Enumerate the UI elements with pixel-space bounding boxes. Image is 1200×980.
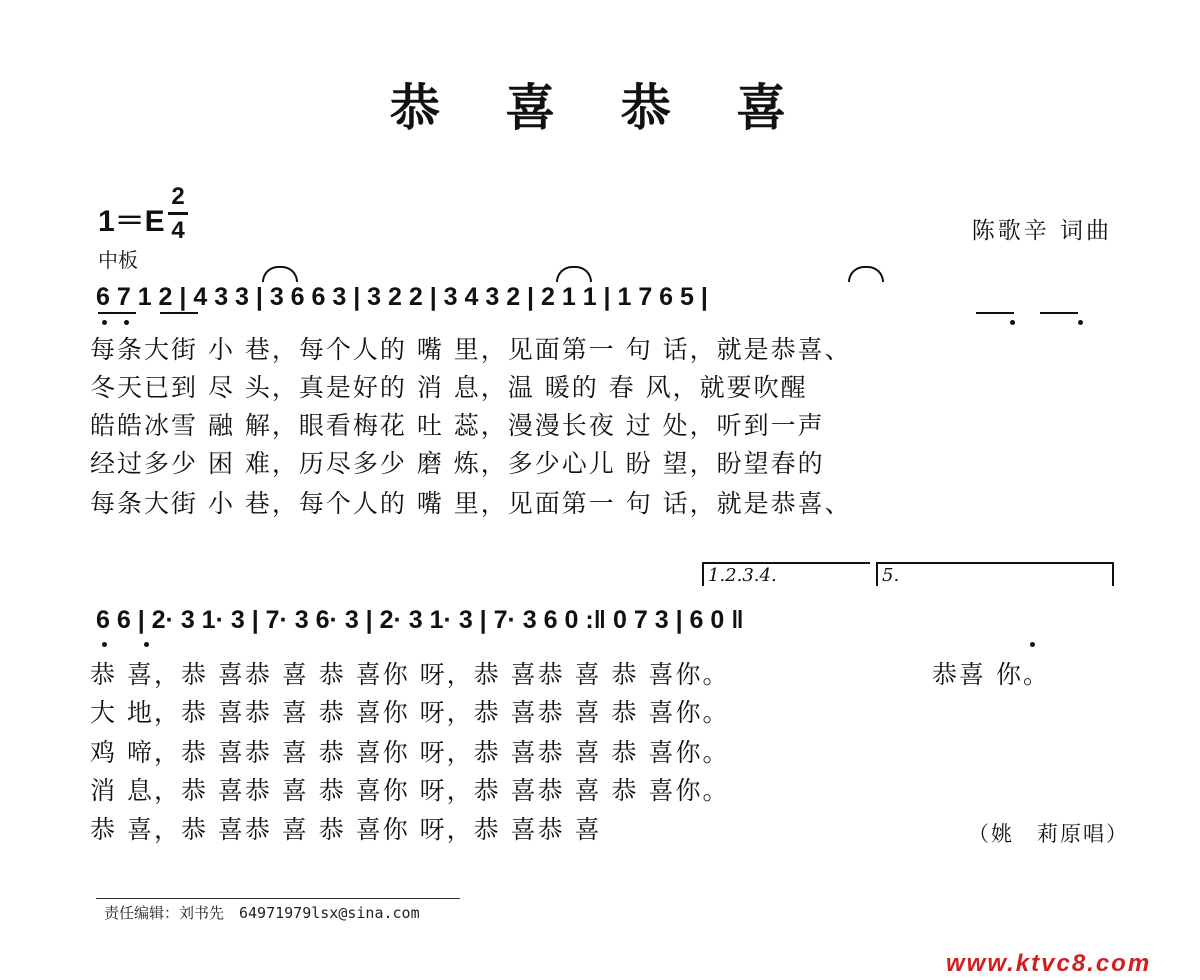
lyric-line: 消 息，恭 喜恭 喜 恭 喜你 呀，恭 喜恭 喜 恭 喜你。 [90, 776, 730, 805]
low-octave-dot [1030, 642, 1035, 647]
lyric-line: 鸡 啼，恭 喜恭 喜 恭 喜你 呀，恭 喜恭 喜 恭 喜你。 [90, 738, 730, 767]
underline-mark [98, 312, 136, 314]
volta-first-label: 1.2.3.4. [708, 565, 777, 586]
score-line-1: 6 7 1 2 | 4 3 3 | 3 6 6 3 | 3 2 2 | 3 4 3 2 | 2 1 1 | 1 7 6 5 | [96, 283, 708, 311]
editor-credit: 责任编辑：刘书先 64971979lsx@sina.com [104, 904, 420, 922]
low-octave-dot [102, 642, 107, 647]
lyric-line: 恭 喜，恭 喜恭 喜 恭 喜你 呀，恭 喜恭 喜 恭 喜你。 [90, 660, 730, 689]
singer-credit: （姚 莉原唱） [968, 822, 1129, 846]
underline-mark [976, 312, 1014, 314]
tempo-marking: 中板 [98, 248, 138, 272]
score-line-2: 6 6 | 2· 3 1· 3 | 7· 3 6· 3 | 2· 3 1· 3 | 7· 3 6 0 :‖ 0 7 3 | 6 0 ‖ [96, 606, 744, 634]
lyric-line: 冬天已到 尽 头，真是好的 消 息，温 暖的 春 风，就要吹醒 [90, 373, 808, 402]
time-signature-top: 2 [171, 183, 185, 210]
underline-mark [1040, 312, 1078, 314]
ending-lyric: 恭喜 你。 [932, 660, 1050, 689]
lyric-line: 大 地，恭 喜恭 喜 恭 喜你 呀，恭 喜恭 喜 恭 喜你。 [90, 698, 730, 727]
lyric-line: 每条大街 小 巷，每个人的 嘴 里，见面第一 句 话，就是恭喜、 [90, 335, 852, 364]
volta-second-label: 5. [882, 565, 900, 586]
underline-mark [160, 312, 198, 314]
lyric-line: 恭 喜，恭 喜恭 喜 恭 喜你 呀，恭 喜恭 喜 [90, 815, 602, 844]
slur-mark [262, 266, 298, 282]
low-octave-dot [144, 642, 149, 647]
key-signature: 1＝E [98, 205, 165, 238]
time-signature [168, 184, 188, 244]
lyric-line: 经过多少 困 难，历尽多少 磨 炼，多少心儿 盼 望，盼望春的 [90, 449, 825, 478]
page-title: 恭 喜 恭 喜 [389, 78, 811, 137]
volta-second [876, 562, 1114, 586]
low-octave-dot [1078, 320, 1083, 325]
slur-mark [848, 266, 884, 282]
footer-divider [96, 898, 460, 899]
lyric-line: 每条大街 小 巷，每个人的 嘴 里，见面第一 句 话，就是恭喜、 [90, 489, 852, 518]
low-octave-dot [102, 320, 107, 325]
low-octave-dot [1010, 320, 1015, 325]
time-signature-bottom: 4 [171, 217, 185, 244]
watermark: www.ktvc8.com [946, 950, 1152, 977]
lyric-line: 皓皓冰雪 融 解，眼看梅花 吐 蕊，漫漫长夜 过 处，听到一声 [90, 411, 825, 440]
slur-mark [556, 266, 592, 282]
composer-credit: 陈歌辛 词曲 [971, 218, 1112, 244]
time-signature-bar [168, 212, 188, 215]
volta-first [702, 562, 870, 586]
low-octave-dot [124, 320, 129, 325]
